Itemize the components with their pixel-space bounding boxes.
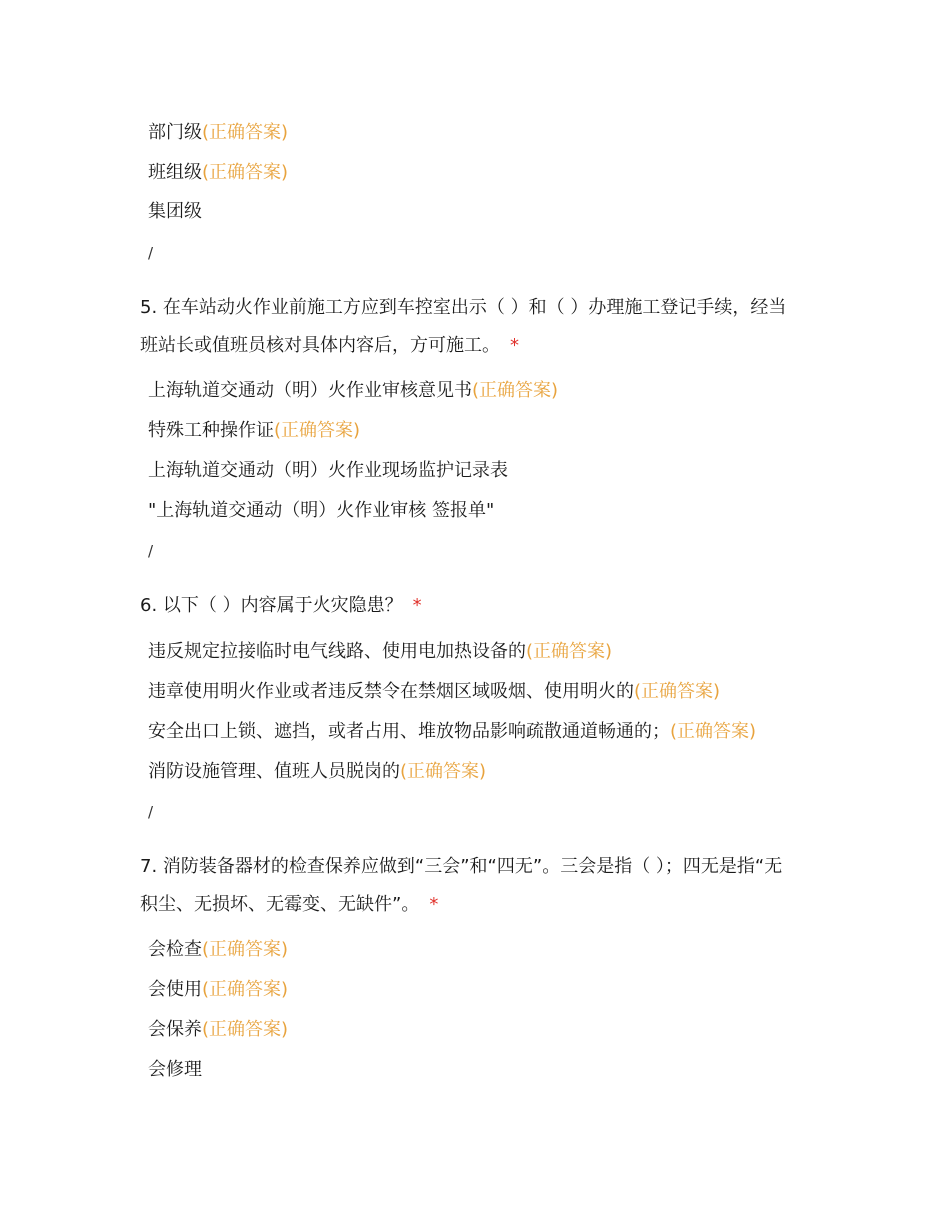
option-text: 会保养: [148, 1019, 202, 1040]
correct-answer-tag: (正确答案): [202, 1019, 289, 1040]
correct-answer-tag: (正确答案): [202, 162, 289, 183]
option-text: 消防设施管理、值班人员脱岗的: [148, 761, 400, 782]
q6-option-3[interactable]: [148, 720, 756, 744]
required-mark: *: [412, 595, 422, 616]
q5-title-line-2: [140, 334, 519, 358]
required-mark: *: [429, 894, 439, 915]
correct-answer-tag: (正确答案): [274, 420, 361, 441]
q4-option-3[interactable]: [148, 200, 202, 224]
correct-answer-tag: (正确答案): [670, 721, 757, 742]
option-text: 部门级: [148, 122, 202, 143]
q7-option-4[interactable]: [148, 1058, 202, 1082]
q7-option-2[interactable]: [148, 978, 288, 1002]
q6-option-1[interactable]: [148, 640, 612, 664]
q6-option-4[interactable]: [148, 760, 486, 784]
option-text: 会使用: [148, 979, 202, 1000]
required-mark: *: [510, 335, 519, 356]
q7-title-line-1: 7. 消防装备器材的检查保养应做到“三会”和“四无”。三会是指（ ）；四无是指“无: [140, 856, 783, 877]
separator: /: [148, 803, 154, 821]
option-text: 集团级: [148, 201, 202, 222]
correct-answer-tag: (正确答案): [202, 979, 289, 1000]
correct-answer-tag: (正确答案): [202, 122, 289, 143]
option-text: 违章使用明火作业或者违反禁令在禁烟区域吸烟、使用明火的: [148, 681, 634, 702]
question-text: 积尘、无损坏、无霉变、无缺件”。: [140, 894, 420, 915]
correct-answer-tag: (正确答案): [472, 380, 559, 401]
correct-answer-tag: (正确答案): [400, 761, 487, 782]
option-text: 安全出口上锁、遮挡，或者占用、堆放物品影响疏散通道畅通的；: [148, 721, 670, 742]
option-text: "上海轨道交通动（明）火作业审核 签报单": [148, 500, 495, 521]
question-text: 6. 以下（ ）内容属于火灾隐患？: [140, 595, 403, 616]
q4-option-2[interactable]: [148, 161, 288, 185]
correct-answer-tag: (正确答案): [526, 641, 613, 662]
option-text: 特殊工种操作证: [148, 420, 274, 441]
q4-option-1[interactable]: [148, 121, 288, 145]
option-text: 违反规定拉接临时电气线路、使用电加热设备的: [148, 641, 526, 662]
q5-title-line-1: 5. 在车站动火作业前施工方应到车控室出示（ ）和（ ）办理施工登记手续，经当: [140, 297, 787, 318]
q5-option-2[interactable]: [148, 419, 360, 443]
option-text: 上海轨道交通动（明）火作业审核意见书: [148, 380, 472, 401]
separator: /: [148, 244, 154, 262]
option-text: 会检查: [148, 939, 202, 960]
q5-option-3[interactable]: [148, 459, 508, 483]
separator: /: [148, 542, 154, 560]
question-text: 班站长或值班员核对具体内容后，方可施工。: [140, 335, 500, 356]
q7-title-line-2: [140, 893, 438, 917]
q6-option-2[interactable]: [148, 680, 720, 704]
q6-title: [140, 594, 422, 618]
correct-answer-tag: (正确答案): [634, 681, 721, 702]
q5-option-1[interactable]: [148, 379, 558, 403]
option-text: 班组级: [148, 162, 202, 183]
option-text: 上海轨道交通动（明）火作业现场监护记录表: [148, 460, 508, 481]
q7-option-3[interactable]: [148, 1018, 288, 1042]
q5-option-4[interactable]: [148, 499, 494, 523]
q7-option-1[interactable]: [148, 938, 288, 962]
correct-answer-tag: (正确答案): [202, 939, 289, 960]
option-text: 会修理: [148, 1059, 202, 1080]
